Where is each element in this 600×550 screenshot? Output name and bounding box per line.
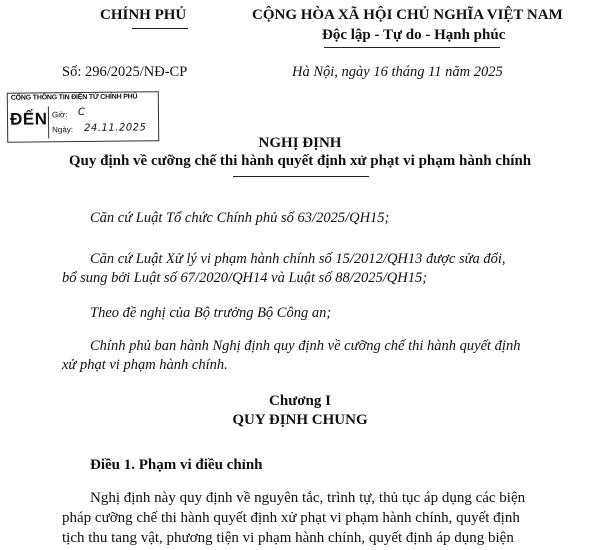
article-text-line: Nghị định này quy định về nguyên tắc, trình tự, thủ tục áp dụng các biện <box>90 490 526 506</box>
preamble-promulgation: Chính phủ ban hành Nghị định quy định về cưỡng chế thi hành quyết định <box>90 338 521 354</box>
country-name: CỘNG HÒA XÃ HỘI CHỦ NGHĨA VIỆT NAM <box>252 7 563 23</box>
preamble-legal-basis-2: Căn cứ Luật Xử lý vi phạm hành chính số 15/2012/QH13 được sửa đổi, <box>90 251 506 267</box>
stamp-date-value: 24.11.2025 <box>84 122 147 134</box>
motto-underline <box>324 47 500 48</box>
issuer-underline <box>132 28 188 29</box>
subject-underline <box>233 176 369 177</box>
preamble-legal-basis-1: Căn cứ Luật Tổ chức Chính phủ số 63/2025/QH15; <box>90 210 390 226</box>
article-text-line: pháp cưỡng chế thi hành quyết định xử phạt vi phạm hành chính, quyết định <box>62 510 520 526</box>
decree-subject: Quy định về cưỡng chế thi hành quyết định xử phạt vi phạm hành chính <box>68 153 532 169</box>
stamp-time-value: C <box>77 106 85 119</box>
national-motto: Độc lập - Tự do - Hạnh phúc <box>322 27 506 43</box>
stamp-divider <box>48 106 49 138</box>
stamp-organization: CỔNG THÔNG TIN ĐIỆN TỬ CHÍNH PHỦ <box>10 93 138 102</box>
preamble-promulgation-cont: xử phạt vi phạm hành chính. <box>62 357 228 373</box>
stamp-label: ĐẾN <box>9 109 48 129</box>
chapter-title: QUY ĐỊNH CHUNG <box>232 412 368 428</box>
decree-type: NGHỊ ĐỊNH <box>258 135 342 151</box>
issuer-name: CHÍNH PHỦ <box>100 7 187 23</box>
chapter-number: Chương I <box>269 393 331 409</box>
article-text-line: tịch thu tang vật, phương tiện vi phạm hành chính, quyết định áp dụng biện <box>62 530 514 546</box>
document-number: Số: 296/2025/NĐ-CP <box>62 64 188 80</box>
preamble-proposal: Theo đề nghị của Bộ trưởng Bộ Công an; <box>90 305 332 321</box>
preamble-legal-basis-2-cont: bổ sung bởi Luật số 67/2020/QH14 và Luật số 88/2025/QH15; <box>62 270 428 286</box>
article-heading: Điều 1. Phạm vi điều chỉnh <box>90 457 263 473</box>
place-and-date: Hà Nội, ngày 16 tháng 11 năm 2025 <box>292 64 503 80</box>
stamp-date-label: Ngày: <box>52 125 74 135</box>
stamp-time-label: Giờ: <box>51 110 68 120</box>
